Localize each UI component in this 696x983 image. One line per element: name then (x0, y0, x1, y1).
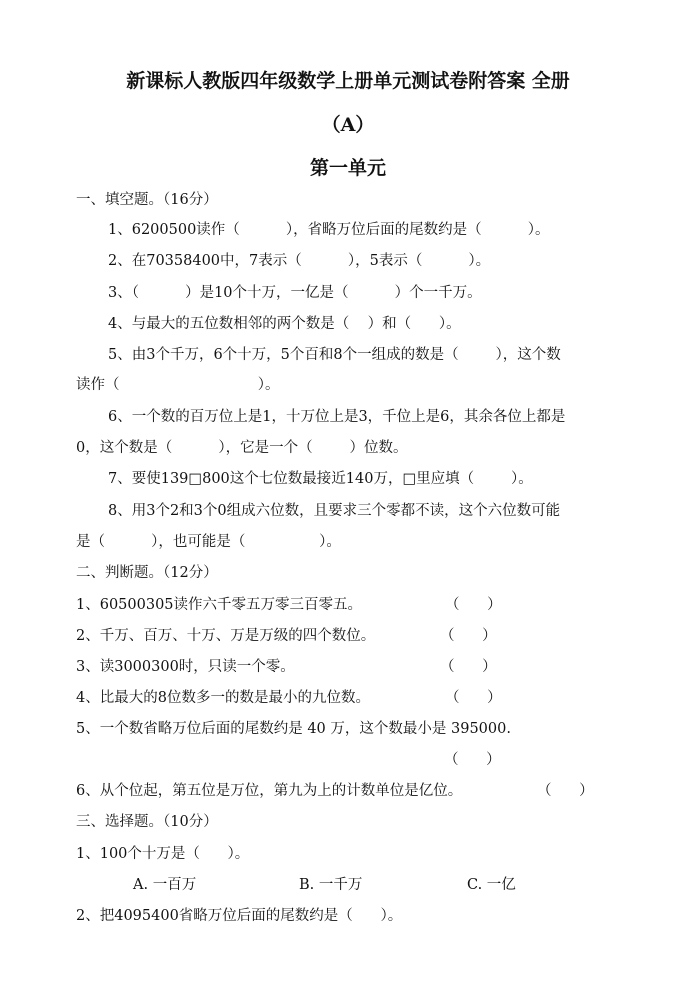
choice-question-1-option-b: B. 一千万 (299, 877, 363, 893)
section-fill-heading: 一、填空题。（16分） (76, 192, 218, 208)
fill-question-8-line-2: 是（ ），也可能是（ ）。 (76, 534, 341, 550)
fill-question-5-line-1: 5、由3个千万，6个十万，5个百和8个一组成的数是（ ），这个数 (108, 347, 561, 363)
fill-question-4: 4、与最大的五位数相邻的两个数是（ ）和（ ）。 (108, 316, 461, 332)
choice-question-1-option-c: C. 一亿 (467, 877, 516, 893)
fill-question-3: 3、（ ）是10个十万，一亿是（ ）个一千万。 (108, 285, 482, 301)
fill-question-1: 1、6200500读作（ ），省略万位后面的尾数约是（ ）。 (108, 222, 550, 238)
fill-question-6-line-2: 0，这个数是（ ），它是一个（ ）位数。 (76, 440, 408, 456)
fill-question-2: 2、在70358400中，7表示（ ），5表示（ ）。 (108, 253, 491, 269)
choice-question-1: 1、100个十万是（ ）。 (76, 846, 250, 862)
fill-question-8-line-1: 8、用3个2和3个0组成六位数，且要求三个零都不读，这个六位数可能 (108, 503, 561, 519)
judge-answer-paren-1: （ ） (445, 597, 502, 613)
judge-answer-paren-2: （ ） (440, 628, 497, 644)
judge-question-6: 6、从个位起，第五位是万位，第九为上的计数单位是亿位。 (76, 783, 463, 799)
judge-answer-paren-3: （ ） (440, 659, 497, 675)
judge-question-5: 5、一个数省略万位后面的尾数约是 40 万，这个数最小是 395000. (76, 721, 511, 737)
document-title: 新课标人教版四年级数学上册单元测试卷附答案 全册 (126, 70, 570, 92)
judge-question-1: 1、60500305读作六千零五万零三百零五。 (76, 597, 363, 613)
judge-answer-paren-4: （ ） (445, 690, 502, 706)
choice-question-2: 2、把4095400省略万位后面的尾数约是（ ）。 (76, 908, 403, 924)
judge-answer-paren-5: （ ） (444, 752, 501, 768)
document-subtitle: （A） (321, 114, 375, 136)
fill-question-6-line-1: 6、一个数的百万位上是1，十万位上是3，千位上是6，其余各位上都是 (108, 409, 566, 425)
judge-answer-paren-6: （ ） (537, 783, 594, 799)
fill-question-7: 7、要使139□800这个七位数最接近140万，□里应填（ ）。 (108, 471, 533, 487)
section-judge-heading: 二、判断题。（12分） (76, 565, 218, 581)
unit-title: 第一单元 (309, 157, 386, 179)
fill-question-5-line-2: 读作（ ）。 (76, 377, 280, 393)
judge-question-4: 4、比最大的8位数多一的数是最小的九位数。 (76, 690, 370, 706)
choice-question-1-option-a: A. 一百万 (133, 877, 197, 893)
judge-question-3: 3、读3000300时，只读一个零。 (76, 659, 295, 675)
section-choice-heading: 三、选择题。（10分） (76, 814, 218, 830)
judge-question-2: 2、千万、百万、十万、万是万级的四个数位。 (76, 628, 376, 644)
